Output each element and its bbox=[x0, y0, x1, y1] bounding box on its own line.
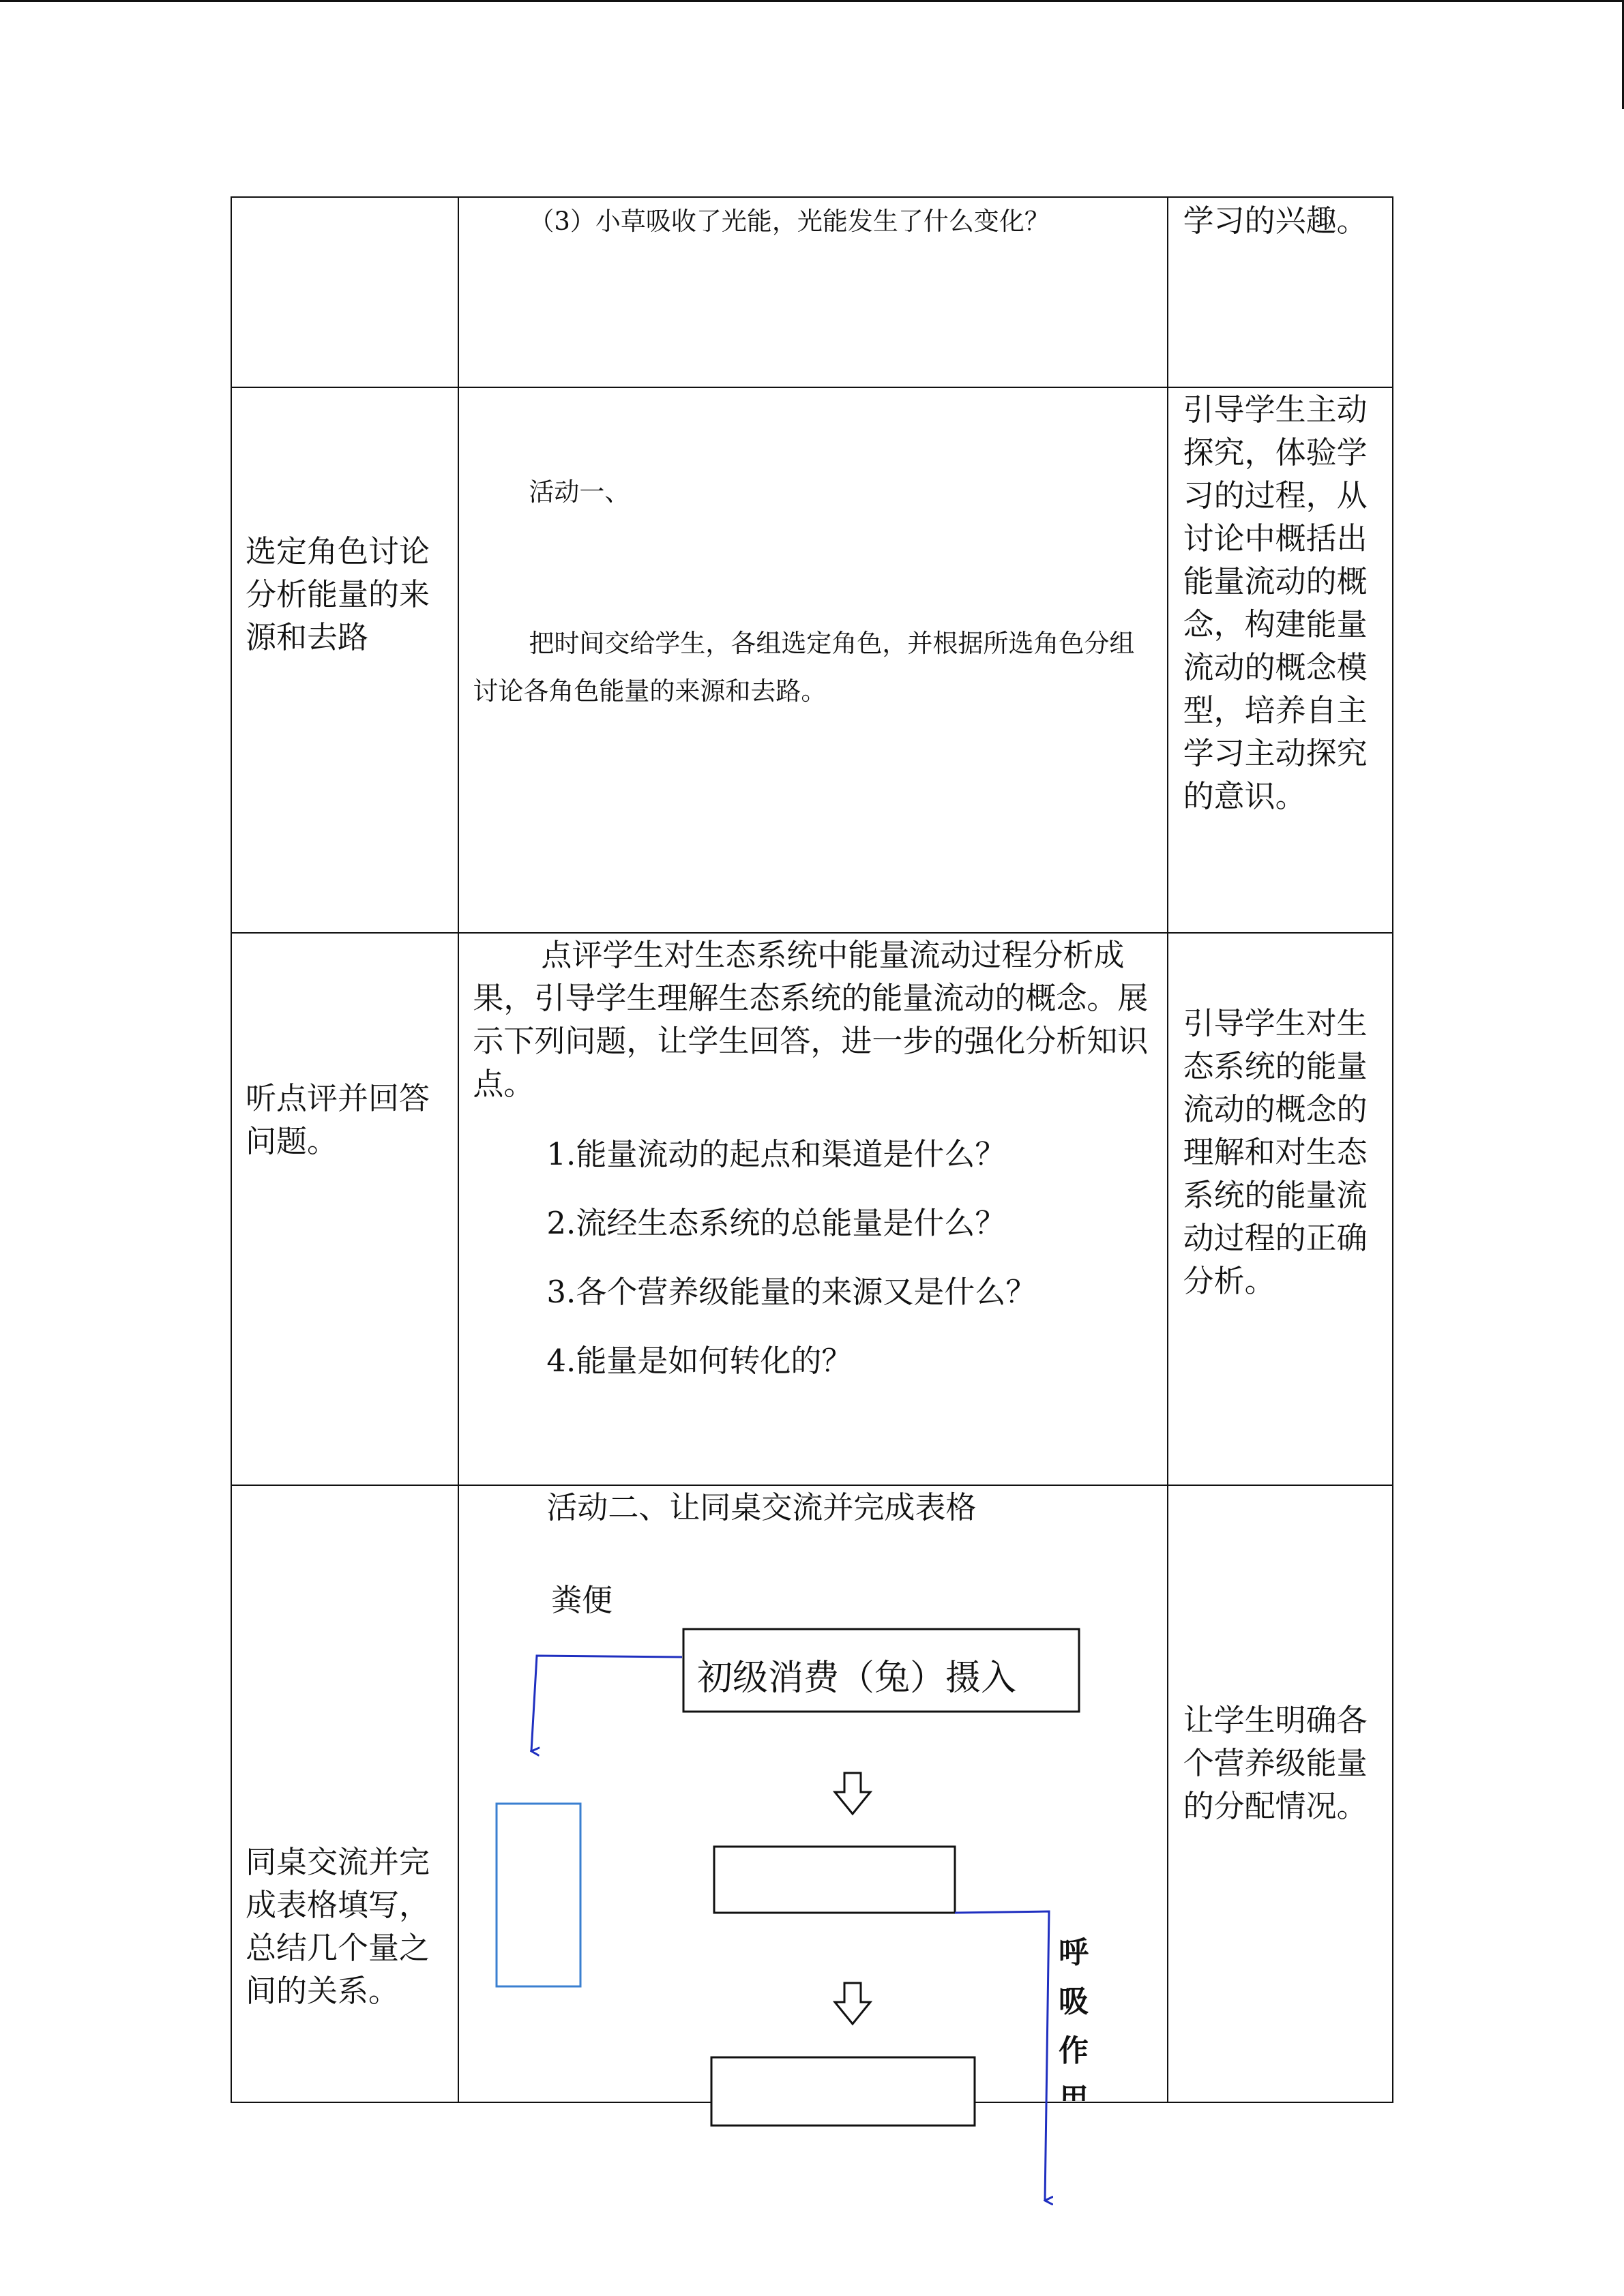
respiration-label-char: 吸 bbox=[1059, 1984, 1089, 2019]
question-item: 3.各个营养级能量的来源又是什么？ bbox=[546, 1274, 1037, 1310]
student-activity-text: 同桌交流并完成表格填写，总结几个量之间的关系。 bbox=[246, 1844, 430, 2009]
student-activity-text: 听点评并回答问题。 bbox=[246, 1080, 430, 1159]
question-item: 4.能量是如何转化的？ bbox=[546, 1343, 853, 1379]
intake-label: 初级消费（兔）摄入 bbox=[697, 1658, 1017, 1699]
student-activity-cell bbox=[231, 387, 458, 933]
lesson-plan-table bbox=[231, 196, 1393, 2103]
student-activity-text: 选定角色讨论分析能量的来源和去路 bbox=[246, 533, 430, 655]
design-intent-text: 引导学生对生态系统的能量流动的概念的理解和对生态系统的能量流动过程的正确分析。 bbox=[1183, 1005, 1368, 1299]
design-intent-text: 学习的兴趣。 bbox=[1183, 203, 1368, 239]
design-intent-cell bbox=[1168, 933, 1393, 1485]
activity-one-title: 活动一、 bbox=[529, 477, 630, 507]
feces-label: 粪便 bbox=[551, 1582, 613, 1618]
respiration-label-char-clipped: 用 bbox=[1059, 2083, 1089, 2117]
question-3-text: （3）小草吸收了光能，光能发生了什么变化？ bbox=[529, 207, 1050, 236]
activity-one-instructions: 把时间交给学生，各组选定角色，并根据所选角色分组讨论各角色能量的来源和去路。 bbox=[473, 629, 1135, 706]
respiration-label-char: 作 bbox=[1059, 2033, 1089, 2068]
design-intent-cell bbox=[1168, 1485, 1393, 2102]
teacher-activity-cell bbox=[458, 933, 1167, 1485]
design-intent-text: 引导学生主动探究，体验学习的过程，从讨论中概括出能量流动的概念，构建能量流动的概念模型，培养自主学习主动探究的意识。 bbox=[1183, 391, 1368, 814]
student-activity-cell bbox=[231, 1485, 458, 2102]
design-intent-cell bbox=[1168, 387, 1393, 933]
respiration-label-char: 呼 bbox=[1059, 1935, 1089, 1970]
question-item: 2.流经生态系统的总能量是什么？ bbox=[546, 1205, 1006, 1241]
activity-two-title: 活动二、让同桌交流并完成表格 bbox=[546, 1489, 977, 1525]
table-row bbox=[231, 197, 1393, 387]
design-intent-cell bbox=[1168, 197, 1393, 387]
student-activity-cell bbox=[231, 197, 458, 387]
design-intent-text: 让学生明确各个营养级能量的分配情况。 bbox=[1183, 1702, 1368, 1824]
question-item: 1.能量流动的起点和渠道是什么？ bbox=[546, 1136, 1006, 1172]
teacher-activity-cell bbox=[458, 387, 1167, 933]
table-row bbox=[231, 933, 1393, 1485]
table-row bbox=[231, 387, 1393, 933]
table-row bbox=[231, 1485, 1393, 2102]
student-activity-cell bbox=[231, 933, 458, 1485]
teacher-activity-cell bbox=[458, 197, 1167, 387]
review-paragraph: 点评学生对生态系统中能量流动过程分析成果，引导学生理解生态系统的能量流动的概念。展示下列问题，让学生回答，进一步的强化分析知识点。 bbox=[473, 937, 1149, 1102]
teacher-activity-cell bbox=[458, 1485, 1167, 2102]
page-top-border bbox=[0, 0, 1624, 2]
